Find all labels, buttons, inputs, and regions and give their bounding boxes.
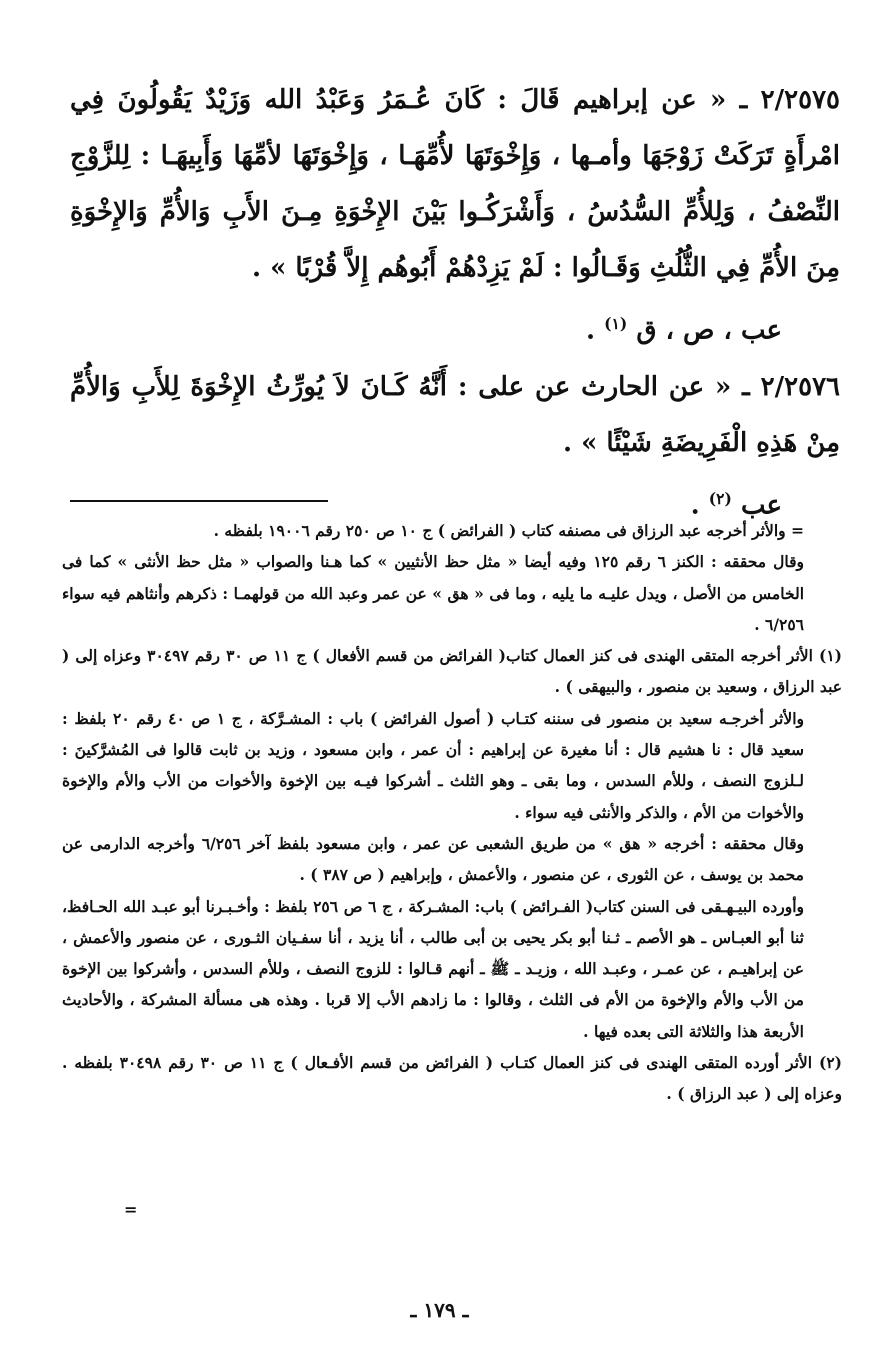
footnote-continuation-1: = والأثر أخرجه عبد الرزاق فى مصنفه كتاب ( الفرائض ) ج ١٠ ص ٢٥٠ رقم ١٩٠٠٦ بلفظه . [213,521,804,540]
footnote-ref-2: (٢) [708,488,732,508]
hadith-2575: ٢/٢٥٧٥ ـ « عن إبراهيم قَالَ : كَانَ عُـمَرُ وَعَبْدُ الله وَزَيْدٌ يَقُولُونَ فِي امْرأَةٍ تَرَكَتْ زَوْجَهَا وأمـها ، وَإِخْوَتَهَا لأُمِّهَـا ، وَإِخْوَتَهَا لأمِّهَا وَأَبِيهَـا : لِلزَّوْجِ النِّصْفُ ، وَلِلأُمِّ السُّدُسُ ، وَأَشْرَكُـوا بَيْنَ الإِخْوَةِ مِـنَ الأَبِ وَالأُمِّ وَالإِخْوَةِ مِنَ الأُمِّ فِي الثُّلُثِ وَقَـالُوا : لَمْ يَزِدْهُمْ أَبُوهُم إِلاَّ قُرْبًا » . [70,85,840,283]
footnote-1-para-2: والأثر أخرجـه سعيد بن منصور فى سننه كتـاب ( أصول الفرائض ) باب : المشـرَّكة ، ج ١ ص ٤٠ رقم ٢٠ بلفظ : سعيد قال : نا هشيم قال : أنا مغيرة عن إبراهيم : أن عمر ، وابن مسعود ، وزيد بن ثابت قالوا فى المُشرَّكينَ : لـلزوج النصف ، وللأم السدس ، وما بقى ـ وهو الثلث ـ أشركوا فيـه بين الإخوة والأخوات من الأب والأم والإخوة والأخوات من الأم ، والذكر والأنثى فيه سواء . [62,708,804,822]
footnote-2: (٢) الأثر أورده المتقى الهندى فى كنز العمال كتـاب ( الفرائض من قسم الأفـعال ) ج ١١ ص ٣٠ رقم ٣٠٤٩٨ بلفظه . وعزاه إلى ( عبد الرزاق ) . [62,1053,843,1104]
source-sigla: عب [740,490,782,521]
hadith-2576-source: عب $^{(٢)}$ . [690,488,782,521]
footnote-1-para-4: وأورده البيـهـقى فى السنن كتاب( الفـرائض ) باب: المشـركة ، ج ٦ ص ٢٥٦ بلفظ : وأخـبـرنا أبو عبـد الله الحـافظ، ثنا أبو العبـاس ـ هو الأصم ـ ثـنا أبو بكر يحيى بن أبى طالب ، أنا يزيد ، أنا سفـيان الثـورى ، عن منصور والأعمش ، عن إبراهيـم ، عن عمـر ، وعبـد الله ، وزيـد ـ ﷺ ـ أنهم قـالوا : للزوج النصف ، وللأم السدس ، وأشركوا بين الإخوة من الأب والأم والإخوة من الأم فى الثلث ، وقالوا : ما زادهم الأب إلا قربا . وهذه هى مسألة المشركة ، والأحاديث الأربعة هذا والثلاثة التى بعده فيها . [62,896,804,1041]
footnote-ref-1: (١) [604,314,628,333]
hadith-2575-source: عب ، ص ، ق $^{(١)}$ . [586,314,782,346]
main-text [70,72,840,533]
page-number: ـ ١٧٩ ـ [410,1298,469,1322]
footnote-1-para-3: وقال محققه : أخرجه « هق » من طريق الشعبى عن عمر ، وابن مسعود بلفظ آخر ٦/٢٥٦ وأخرجه الدارمى عن محمد بن يوسف ، عن الثورى ، عن منصور ، والأعمش ، وإبراهيم ( ص ٣٨٧ ) . [62,833,804,885]
footnote-separator [70,500,328,502]
footnotes [62,515,842,1110]
hadith-2576: ٢/٢٥٧٦ ـ « عن الحارث عن على : أَنَّهُ كَـانَ لاَ يُورِّثُ الإِخْوَةَ لِلأَبِ وَالأُمِّ مِنْ هَذِهِ الْفَرِيضَةِ شَيْئًا » . [70,371,840,458]
footnote-continuation-2: وقال محققه : الكنز ٦ رقم ١٢٥ وفيه أيضا « مثل حظ الأنثيين » كما هـنا والصواب « مثل حظ الأنثى » كما فى الخامس من الأصل ، ويدل عليـه ما يليه ، وما فى « هق » عن عمر وعبد الله من قولهمـا : ذكرهم وأنثاهم فيه سواء ٦/٢٥٦ . [62,552,804,634]
continues-mark: = [124,1200,138,1219]
footnote-1: (١) الأثر أخرجه المتقى الهندى فى كنز العمال كتاب( الفرائض من قسم الأفعال ) ج ١١ ص ٣٠ رقم ٣٠٤٩٧ وعزاه إلى ( عبد الرزاق ، وسعيد بن منصور ، والبيهقى ) . [62,646,842,697]
source-sigla: عب ، ص ، ق [636,315,782,346]
